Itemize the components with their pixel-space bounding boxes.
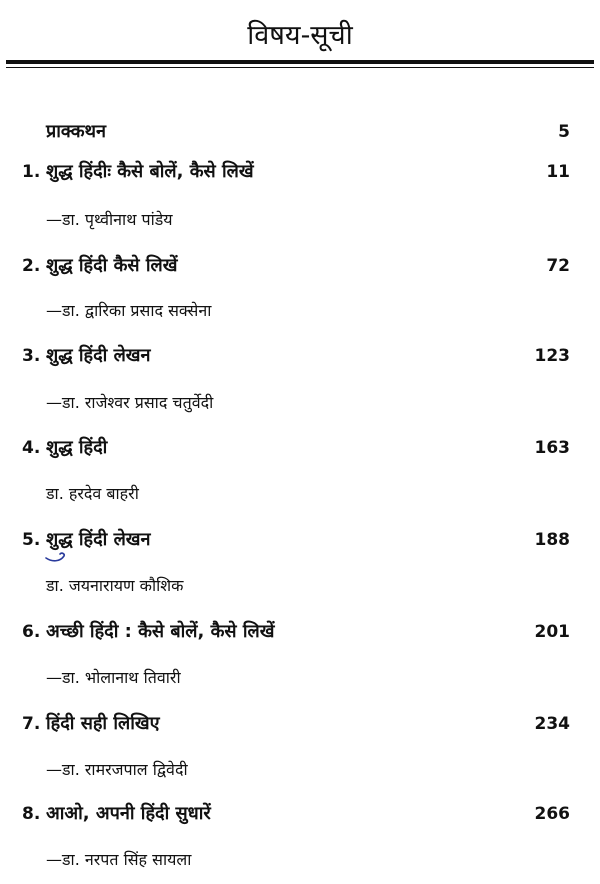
- toc-entry-title: हिंदी सही लिखिए: [46, 713, 160, 734]
- pen-mark-icon: [44, 548, 70, 564]
- toc-entry-title: आओ, अपनी हिंदी सुधारें: [46, 803, 211, 824]
- toc-entry-author: —डा. पृथ्वीनाथ पांडेय: [46, 210, 173, 229]
- toc-entry-title: अच्छी हिंदी : कैसे बोलें, कैसे लिखें: [46, 621, 275, 642]
- toc-entry-7: [0, 710, 600, 738]
- toc-entry-title: शुद्ध हिंदीः कैसे बोलें, कैसे लिखें: [46, 161, 254, 182]
- toc-entry-title: शुद्ध हिंदी: [46, 437, 108, 458]
- toc-entry-page: 11: [546, 162, 570, 182]
- toc-entry-title: शुद्ध हिंदी लेखन: [46, 529, 151, 550]
- toc-entry-title: शुद्ध हिंदी लेखन: [46, 345, 151, 366]
- toc-entry-number: 8.: [22, 804, 41, 824]
- toc-entry-number: 5.: [22, 530, 41, 550]
- toc-entry-author: डा. हरदेव बाहरी: [46, 484, 139, 503]
- toc-entry-author: —डा. द्वारिका प्रसाद सक्सेना: [46, 301, 212, 320]
- toc-entry-author: —डा. भोलानाथ तिवारी: [46, 668, 181, 687]
- toc-entry-number: 2.: [22, 256, 41, 276]
- toc-entry-page: 163: [534, 438, 570, 458]
- toc-entry-number: 1.: [22, 162, 41, 182]
- page-title: विषय-सूची: [247, 20, 353, 51]
- title-double-rule: [6, 60, 594, 68]
- toc-entry-title: शुद्ध हिंदी कैसे लिखें: [46, 255, 178, 276]
- toc-entry-5: [0, 526, 600, 554]
- toc-entry-number: 7.: [22, 714, 41, 734]
- toc-entry-3: [0, 342, 600, 370]
- toc-entry-page: 123: [534, 346, 570, 366]
- toc-entry-number: 3.: [22, 346, 41, 366]
- toc-entry-1: [0, 158, 600, 186]
- toc-entry-2: [0, 252, 600, 280]
- toc-entry-page: 201: [534, 622, 570, 642]
- toc-entry-page: 266: [534, 804, 570, 824]
- toc-entry-number: 4.: [22, 438, 41, 458]
- toc-entry-author: डा. जयनारायण कौशिक: [46, 576, 184, 595]
- toc-preface-page: 5: [558, 122, 570, 142]
- toc-entry-4: [0, 434, 600, 462]
- toc-entry-author: —डा. रामरजपाल द्विवेदी: [46, 760, 188, 779]
- toc-entry-author: —डा. नरपत सिंह सायला: [46, 850, 192, 869]
- toc-preface-row: [0, 118, 600, 146]
- toc-entry-8: [0, 800, 600, 828]
- toc-entry-page: 188: [534, 530, 570, 550]
- toc-entry-6: [0, 618, 600, 646]
- toc-preface-title: प्राक्कथन: [46, 121, 107, 142]
- toc-entry-page: 234: [534, 714, 570, 734]
- toc-entry-page: 72: [546, 256, 570, 276]
- toc-entry-author: —डा. राजेश्वर प्रसाद चतुर्वेदी: [46, 393, 214, 412]
- toc-entry-number: 6.: [22, 622, 41, 642]
